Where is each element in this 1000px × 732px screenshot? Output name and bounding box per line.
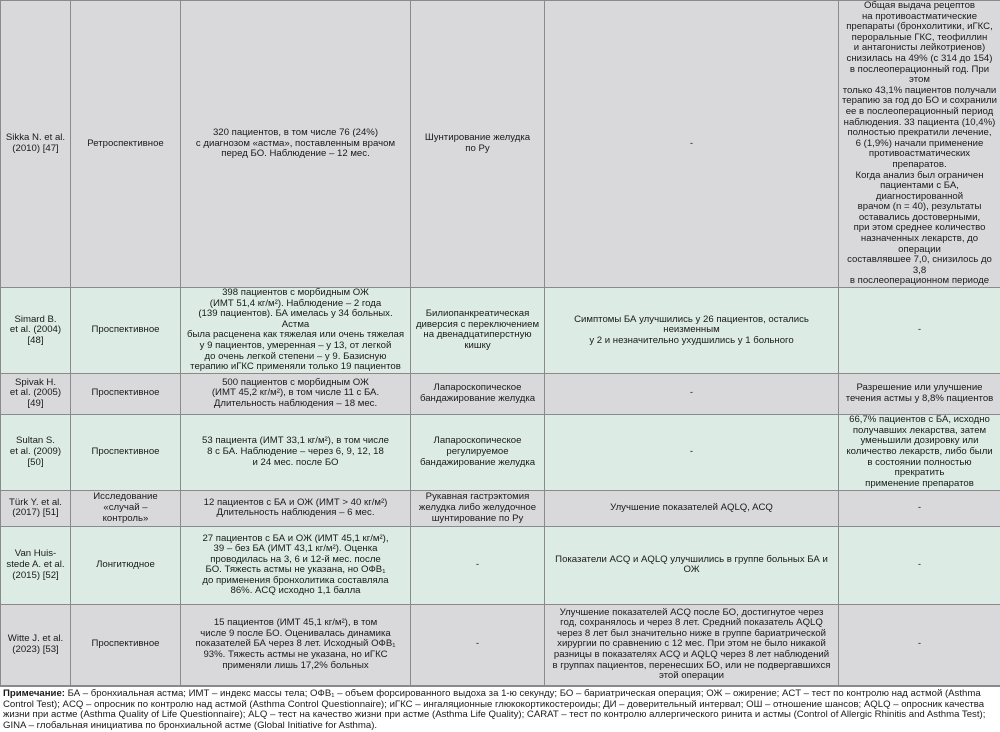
study-therapy: -	[839, 604, 1000, 685]
study-design: Ретроспективное	[71, 1, 181, 288]
study-author: Simard B. et al. (2004) [48]	[1, 288, 71, 374]
study-design: Проспективное	[71, 373, 181, 414]
study-symptoms: -	[545, 1, 839, 288]
study-therapy: -	[839, 288, 1000, 374]
study-intervention: -	[411, 526, 545, 604]
study-population: 27 пациентов с БА и ОЖ (ИМТ 45,1 кг/м²), 39 – без БА (ИМТ 43,1 кг/м²). Оценка проводилась на 3, 6 и 12-й мес. после БО. Тяжесть астмы не указана, но ОФВ₁ до применения бронхолитика составляла 86%. ACQ исходно 1,1 балла	[181, 526, 411, 604]
study-intervention: Лапароскопическое регулируемое бандажирование желудка	[411, 414, 545, 490]
study-author: Sikka N. et al. (2010) [47]	[1, 1, 71, 288]
study-author: Witte J. et al. (2023) [53]	[1, 604, 71, 685]
study-author: Sultan S. et al. (2009) [50]	[1, 414, 71, 490]
study-intervention: -	[411, 604, 545, 685]
study-symptoms: Симптомы БА улучшились у 26 пациентов, остались неизменным у 2 и незначительно ухудшились у 1 больного	[545, 288, 839, 374]
study-design: Исследование «случай – контроль»	[71, 490, 181, 526]
study-therapy: Разрешение или улучшение течения астмы у 8,8% пациентов	[839, 373, 1000, 414]
study-symptoms: -	[545, 373, 839, 414]
study-symptoms: Показатели ACQ и AQLQ улучшились в группе больных БА и ОЖ	[545, 526, 839, 604]
study-therapy: -	[839, 526, 1000, 604]
study-symptoms: Улучшение показателей AQLQ, ACQ	[545, 490, 839, 526]
study-population: 15 пациентов (ИМТ 45,1 кг/м²), в том числе 9 после БО. Оценивалась динамика показателей БА через 8 лет. Исходный ОФВ₁ 93%. Тяжесть астмы не указана, но иГКС применяли лишь 17,2% больных	[181, 604, 411, 685]
study-population: 12 пациентов с БА и ОЖ (ИМТ > 40 кг/м²) Длительность наблюдения – 6 мес.	[181, 490, 411, 526]
study-therapy: 66,7% пациентов с БА, исходно получавших лекарства, затем уменьшили дозировку или количество лекарств, либо были в состоянии полностью прекратить применение препаратов	[839, 414, 1000, 490]
study-intervention: Билиопанкреатическая диверсия с переключением на двенадцатиперстную кишку	[411, 288, 545, 374]
study-symptoms: -	[545, 414, 839, 490]
table-row	[1, 414, 1000, 490]
study-population: 398 пациентов с морбидным ОЖ (ИМТ 51,4 кг/м²). Наблюдение – 2 года (139 пациентов). БА имелась у 34 больных. Астма была расценена как тяжелая или очень тяжелая у 9 пациентов, умеренная – у 13, от легкой до очень легкой степени – у 9. Базисную терапию иГКС применяли только 19 пациентов	[181, 288, 411, 374]
study-therapy: Общая выдача рецептов на противоастматические препараты (бронхолитики, иГКС, пероральные ГКС, теофиллин и антагонисты лейкотриенов) снизилась на 49% (с 314 до 154) в послеоперационный год. При этом только 43,1% пациентов получали терапию за год до БО и сохранили ее в послеоперационный период наблюдения. 33 пациента (10,4%) полностью прекратили лечение, 6 (1,9%) начали применение противоастматических препаратов. Когда анализ был ограничен пациентами с БА, диагностированной врачом (n = 40), результаты оставались достоверными, при этом среднее количество назначенных лекарств, до операции составлявшее 7,0, снизилось до 3,8 в послеоперационном периоде	[839, 1, 1000, 288]
study-intervention: Лапароскопическое бандажирование желудка	[411, 373, 545, 414]
study-therapy: -	[839, 490, 1000, 526]
study-intervention: Шунтирование желудка по Ру	[411, 1, 545, 288]
study-author: Van Huis- stede A. et al. (2015) [52]	[1, 526, 71, 604]
study-population: 320 пациентов, в том числе 76 (24%) с диагнозом «астма», поставленным врачом перед БО. Наблюдение – 12 мес.	[181, 1, 411, 288]
table-row	[1, 604, 1000, 685]
study-author: Spivak H. et al. (2005) [49]	[1, 373, 71, 414]
table-row	[1, 1, 1000, 288]
study-design: Проспективное	[71, 288, 181, 374]
table-row	[1, 490, 1000, 526]
study-symptoms: Улучшение показателей ACQ после БО, достигнутое через год, сохранялось и через 8 лет. Средний показатель AQLQ через 8 лет был значительно ниже в группе бариатрической хирургии по сравнению с 12 мес. При этом не было никакой разницы в показателях ACQ и AQLQ через 8 лет наблюдений в группах пациентов, перенесших БО, или не подвергавшихся этой операции	[545, 604, 839, 685]
footnote-text: БА – бронхиальная астма; ИМТ – индекс массы тела; ОФВ₁ – объем форсированного выдоха за 1-ю секунду; БО – бариатрическая операция; ОЖ – ожирение; ACT – тест по контролю над астмой (Asthma Control Test); ACQ – опросник по контролю над астмой (Asthma Control Questionnaire); иГКС – ингаляционные глюкокортикостероиды; ДИ – доверительный интервал; ОШ – отношение шансов; AQLQ – опросник качества жизни при астме (Asthma Quality of Life Questionnaire); ALQ – тест на качество жизни при астме (Asthma Life Quality); CARAT – тест по контролю аллергического ринита и астмы (Control of Allergic Rhinitis and Asthma Test); GINA – глобальная инициатива по бронхиальной астме (Global Initiative for Asthma).	[3, 688, 985, 731]
table-footnote	[0, 686, 1000, 732]
footnote-label: Примечание:	[3, 688, 65, 699]
study-design: Проспективное	[71, 414, 181, 490]
table-row	[1, 526, 1000, 604]
study-intervention: Рукавная гастрэктомия желудка либо желудочное шунтирование по Ру	[411, 490, 545, 526]
study-author: Türk Y. et al. (2017) [51]	[1, 490, 71, 526]
table-row	[1, 373, 1000, 414]
study-design: Проспективное	[71, 604, 181, 685]
study-population: 500 пациентов с морбидным ОЖ (ИМТ 45,2 кг/м²), в том числе 11 с БА. Длительность наблюдения – 18 мес.	[181, 373, 411, 414]
study-design: Лонгитюдное	[71, 526, 181, 604]
study-population: 53 пациента (ИМТ 33,1 кг/м²), в том числе 8 с БА. Наблюдение – через 6, 9, 12, 18 и 24 мес. после БО	[181, 414, 411, 490]
table-row	[1, 288, 1000, 374]
